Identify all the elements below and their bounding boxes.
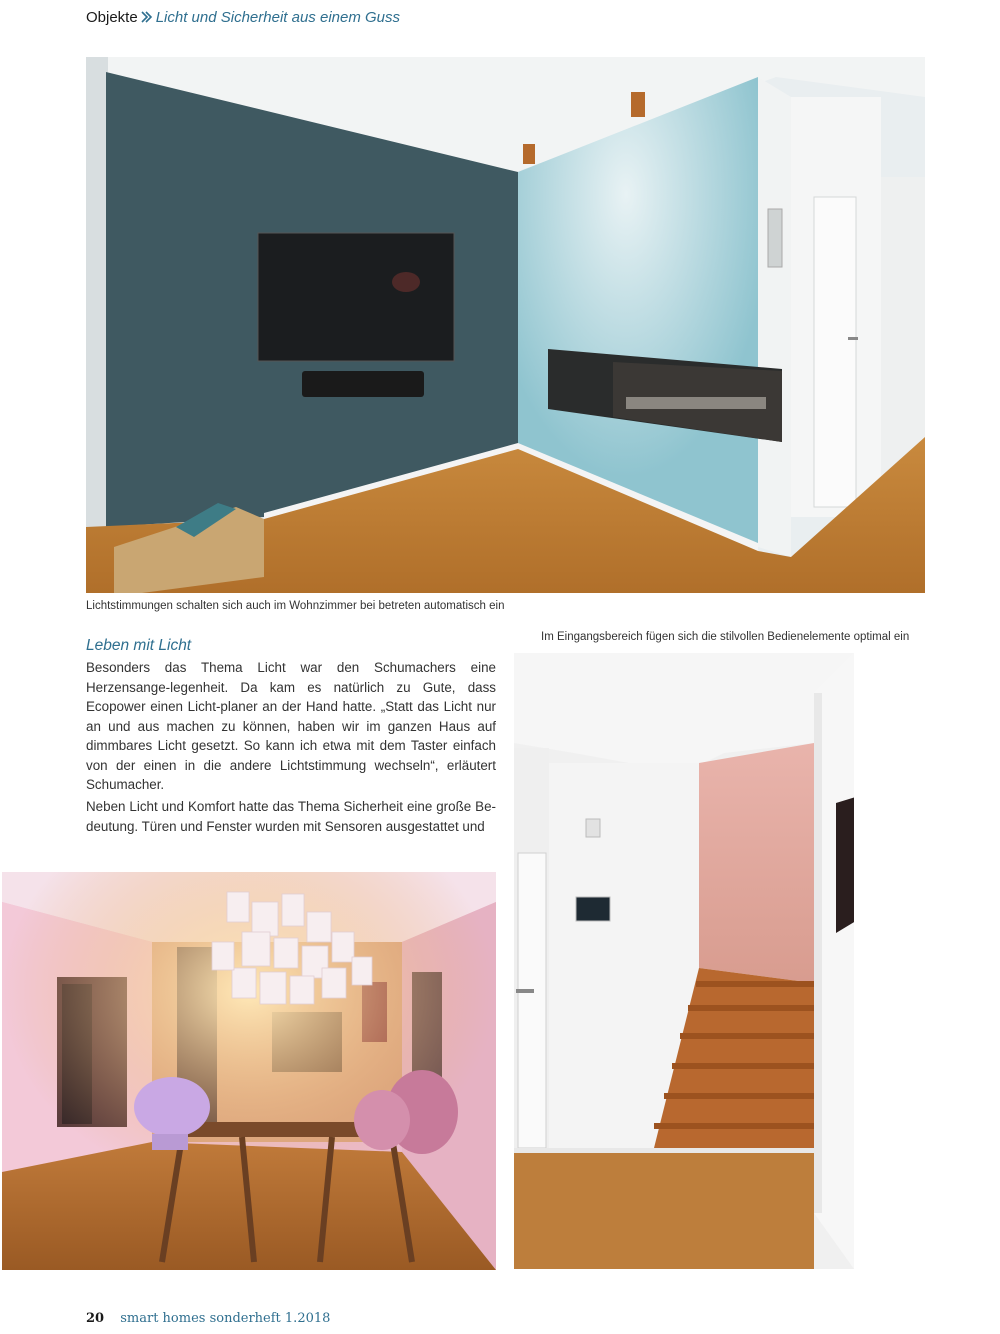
dining-room-photo [2,872,496,1270]
double-chevron-right-icon [140,10,154,24]
article-paragraph-1 [86,658,496,795]
living-room-photo [86,57,925,593]
page-footer [86,1311,330,1326]
entrance-caption: Im Eingangsbereich fügen sich die stilvollen Bedienelemente optimal ein [541,631,910,643]
page-header [86,6,400,28]
section-label: Objekte [86,8,138,26]
paragraph-text: Besonders das Thema Licht war den Schumachers eine Herzensange-legenheit. Da kam es natürlich zu Gute, dass Ecopower einen Licht-planer an der Hand hatte. „Statt das Licht nur an und aus machen zu können, haben wir im ganzen Haus auf dimmbares Licht gesetzt. So kann ich etwa mit dem Taster einfach von der einen in die andere Lichtstimmung wechseln“, erläutert Schumacher. [86,660,496,792]
article-paragraph-2 [86,797,496,836]
article-title: Licht und Sicherheit aus einem Guss [155,8,401,26]
living-room-caption: Lichtstimmungen schalten sich auch im Wohnzimmer bei betreten automatisch ein [86,600,505,612]
entrance-photo [514,653,854,1269]
section-subheading: Leben mit Licht [86,637,192,654]
page-number: 20 [86,1311,105,1326]
paragraph-text: Neben Licht und Komfort hatte das Thema Sicherheit eine große Be-deutung. Türen und Fenster wurden mit Sensoren ausgestattet und [86,799,496,834]
magazine-issue: smart homes sonderheft 1.2018 [120,1311,331,1326]
